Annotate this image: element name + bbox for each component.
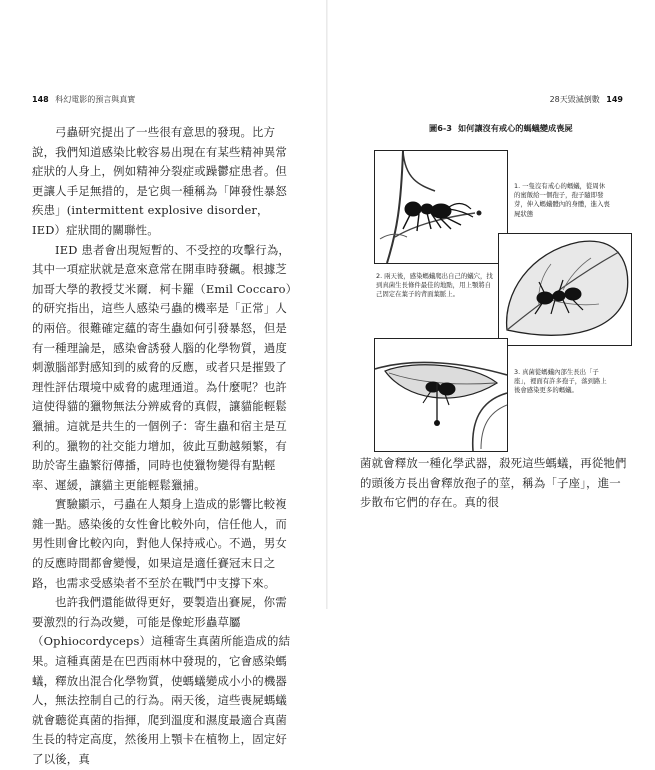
left-page <box>0 0 327 766</box>
left-body-text <box>32 123 294 770</box>
paragraph: 實驗顯示，弓蟲在人類身上造成的影響比較複雜一點。感染後的女性會比較外向，信任他人，而男性則會比較內向，對他人保持戒心。不過，男女的反應時間都會變慢，如果這是適任賽冠末日之路，也需求受感染者不至於在戰鬥中支撐下來。 <box>32 497 287 590</box>
left-running-header <box>32 94 135 105</box>
fungal-stalk-illustration <box>375 339 507 451</box>
paragraph: IED 患者會出現短暫的、不受控的攻擊行為，其中一項症狀就是意來意常在開車時發飆。根據芝加哥大學的教授艾米爾．柯卡羅（Emil Coccaro）的研究指出，這些人感染弓蟲的機率是「正常」人的兩倍。很難確定蘊的寄生蟲如何引發暴怒，但是有一種理論是，感染會誘發人腦的化學物質，過度刺激腦部對感知到的威脅的反應，或者只是摧毀了理性評估環境中威脅的處理通道。為什麼呢？也許這使得貓的獵物無法分辨威脅的真假，讓貓能輕鬆獵捕。這就是共生的一個例子：寄生蟲和宿主是互利的。獵物的社交能力增加，彼此互動越頻繁，有助於寄生蟲繁衍傳播，同時也使獵物變得有點輕率、遲緩，讓貓主更能輕鬆獵捕。 <box>32 242 292 492</box>
right-page <box>328 0 655 609</box>
paragraph: 菌就會釋放一種化學武器，殺死這些螞蟻，再從牠們的頭後方長出會釋放孢子的莖，稱為「子座」，進一步散布它們的存在。真的很 <box>360 456 627 510</box>
figure-panel-3 <box>374 338 508 452</box>
figure-caption-1: 1. 一隻沒有戒心的螞蟻，從周休的蜜飯給一個孢子，孢子隨即發芽，伸入螞蟻體內的身體，進入喪屍狀態 <box>514 182 610 218</box>
ant-on-leaf-illustration <box>499 234 631 345</box>
left-running-title: 科幻電影的預言與真實 <box>55 95 136 104</box>
figure-caption-3: 3. 真菌從螞蟻內部生長出「子座」，裡面有許多孢子，落到路上後會感染更多的螞蟻。 <box>514 368 607 395</box>
ant-on-stem-illustration <box>375 151 507 263</box>
left-page-number: 148 <box>32 95 49 104</box>
right-body-text <box>360 454 628 513</box>
right-running-title: 28天毀滅倒數 <box>549 95 600 104</box>
right-page-number: 149 <box>606 95 623 104</box>
figure-panel-1 <box>374 150 508 264</box>
figure-caption <box>429 123 573 134</box>
figure-title: 如何讓沒有戒心的螞蟻變成喪屍 <box>457 123 573 133</box>
paragraph: 弓蟲研究提出了一些很有意思的發現。比方說，我們知道感染比較容易出現在有某些精神異常症狀的人身上，例如精神分裂症或躁鬱症患者。但更讓人手足無措的，是它與一種稱為「陣發性暴怒疾患」(intermittent explosive disorder，IED）症狀間的關聯性。 <box>32 125 287 237</box>
figure-number: 圖6-3 <box>429 123 452 133</box>
right-running-header <box>550 94 623 105</box>
paragraph: 也許我們還能做得更好，要製造出賽屍，你需要激烈的行為改變，可能是像蛇形蟲草屬（Ophiocordyceps）這種寄生真菌所能造成的結果。這種真菌是在巴西雨林中發現的，它會感染螞蟻，釋放出混合化學物質，使螞蟻變成小小的機器人，無法控制自己的行為。兩天後，這些喪屍螞蟻就會聽從真菌的指揮，爬到溫度和濕度最適合真菌生長的特定高度，然後用上顎卡在植物上，固定好了以後，真 <box>32 595 291 766</box>
figure-caption-2: 2. 兩天後，感染螞蟻爬出自己的蟻穴，找到真菌生長條件最佳的地點，用上顎將自己固定在葉子的背面葉脈上。 <box>376 272 493 299</box>
figure-panel-2 <box>498 233 632 346</box>
